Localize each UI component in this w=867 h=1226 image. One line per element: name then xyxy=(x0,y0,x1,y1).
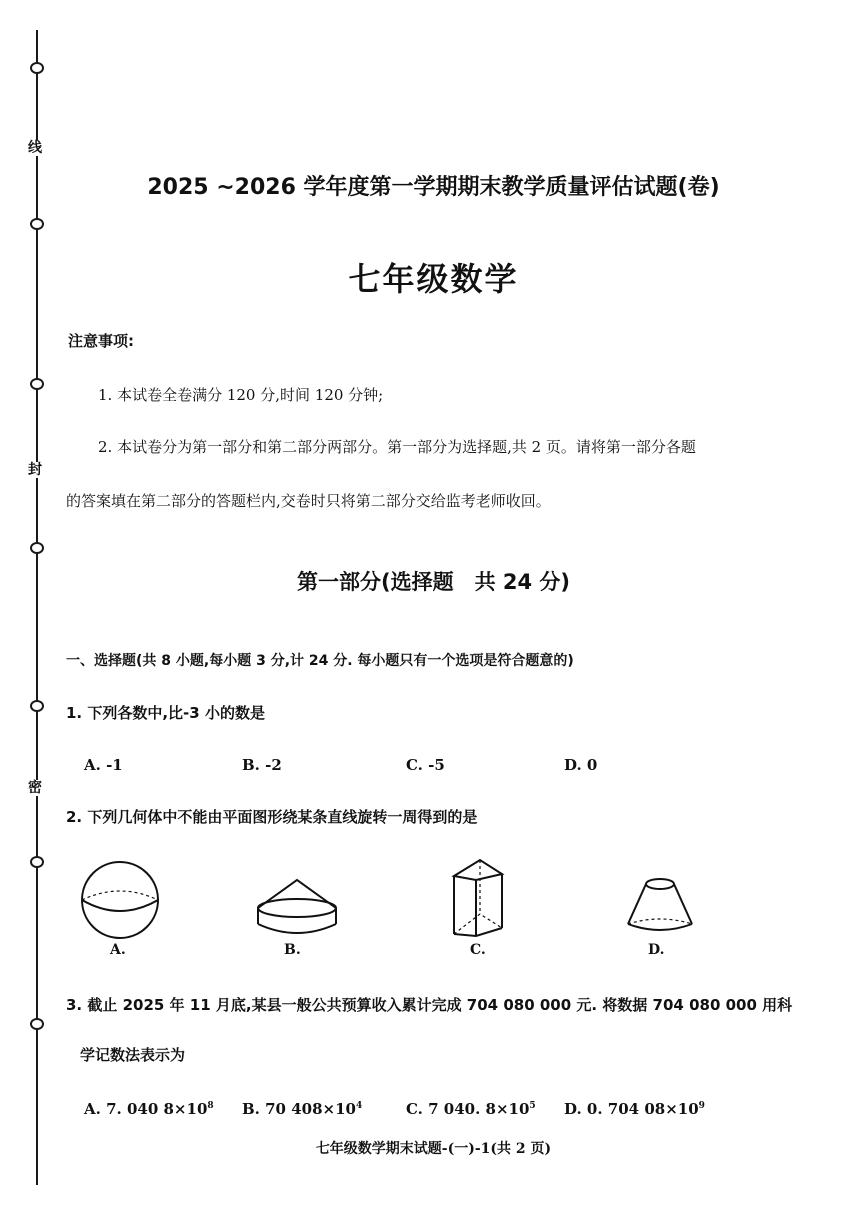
binding-hole xyxy=(30,378,44,390)
question-1-stem: 1. 下列各数中,比-3 小的数是 xyxy=(66,704,265,722)
exam-title: 2025 ~2026 学年度第一学期期末教学质量评估试题(卷) xyxy=(147,175,720,200)
frustum-icon xyxy=(624,874,696,936)
q1-option-a: A. -1 xyxy=(84,756,123,774)
binding-char-line: 线 xyxy=(28,140,42,156)
question-3-stem: 3. 截止 2025 年 11 月底,某县一般公共预算收入累计完成 704 080 000 元. 将数据 704 080 000 用科 xyxy=(66,996,793,1014)
part-heading: 一、选择题(共 8 小题,每小题 3 分,计 24 分. 每小题只有一个选项是符合题意的) xyxy=(66,653,574,669)
binding-line xyxy=(36,30,38,1185)
q3-option-b: B. 70 $408\times 10^4$ xyxy=(242,1100,363,1118)
q1-option-d: D. 0 xyxy=(564,756,598,774)
q2-figure-label-d: D. xyxy=(648,942,665,958)
section-title: 第一部分(选择题 共 24 分) xyxy=(296,570,571,594)
q1-option-b: B. -2 xyxy=(242,756,282,774)
binding-hole xyxy=(30,218,44,230)
q2-figure-label-c: C. xyxy=(470,942,486,958)
note-item-2-cont: 的答案填在第二部分的答题栏内,交卷时只将第二部分交给监考老师收回。 xyxy=(66,492,551,510)
q2-figure-label-b: B. xyxy=(284,942,301,958)
question-3-stem-cont: 学记数法表示为 xyxy=(80,1046,186,1064)
subject-title: 七年级数学 xyxy=(348,260,519,298)
q3-option-a: A. 7. 040 $8\times 10^8$ xyxy=(84,1100,214,1118)
q2-figure-label-a: A. xyxy=(110,942,126,958)
notes-heading: 注意事项: xyxy=(68,332,134,350)
question-2-stem: 2. 下列几何体中不能由平面图形绕某条直线旋转一周得到的是 xyxy=(66,808,478,826)
binding-hole xyxy=(30,856,44,868)
binding-char-seal: 封 xyxy=(28,462,42,478)
sphere-icon xyxy=(78,860,164,940)
q3-option-d: D. 0. 704 $08\times 10^9$ xyxy=(564,1100,705,1118)
page-footer: 七年级数学期末试题-(一)-1(共 2 页) xyxy=(315,1141,552,1157)
binding-hole xyxy=(30,1018,44,1030)
cone-on-cylinder-icon xyxy=(254,876,340,940)
binding-char-secret: 密 xyxy=(28,780,42,796)
triangular-prism-icon xyxy=(448,856,508,940)
binding-hole xyxy=(30,542,44,554)
q1-option-c: C. -5 xyxy=(406,756,445,774)
note-item-2: 2. 本试卷分为第一部分和第二部分两部分。第一部分为选择题,共 2 页。请将第一部分各题 xyxy=(98,438,696,456)
binding-hole xyxy=(30,700,44,712)
binding-hole xyxy=(30,62,44,74)
note-item-1: 1. 本试卷全卷满分 120 分,时间 120 分钟; xyxy=(98,386,384,404)
q3-option-c: C. 7 040. $8\times 10^5$ xyxy=(406,1100,536,1118)
